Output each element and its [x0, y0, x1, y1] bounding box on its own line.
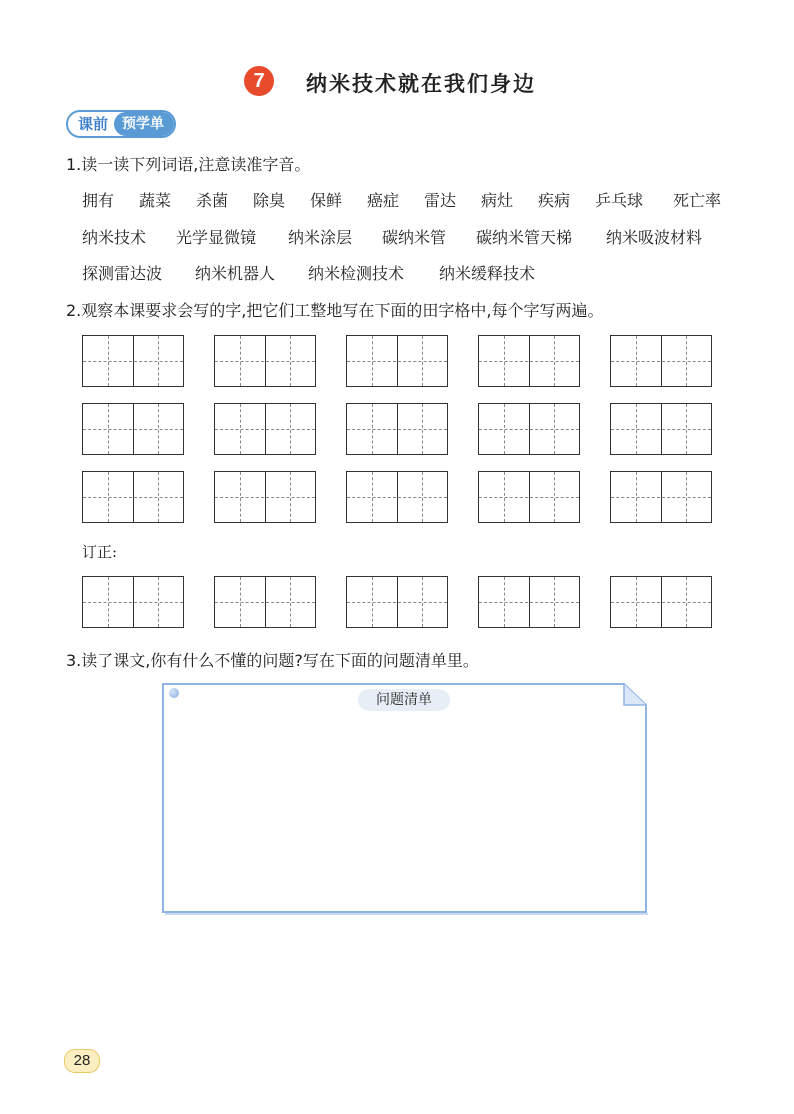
word: 纳米吸波材料	[606, 228, 703, 247]
writing-grid[interactable]	[478, 335, 580, 387]
correction-writing-grid[interactable]	[346, 576, 448, 628]
section-tag	[66, 110, 176, 138]
grid-line	[215, 497, 315, 498]
grid-line	[479, 602, 579, 603]
word: 纳米技术	[82, 228, 147, 247]
word: 纳米检测技术	[308, 264, 405, 283]
grid-line	[215, 429, 315, 430]
paper-outline	[162, 683, 650, 917]
word: 雷达	[424, 191, 457, 210]
page-title: 纳米技术就在我们身边	[306, 72, 536, 96]
word: 除臭	[253, 191, 286, 210]
writing-grid[interactable]	[346, 471, 448, 523]
page-number: 28	[64, 1049, 100, 1073]
writing-grid[interactable]	[82, 403, 184, 455]
section-tag-part2: 预学单	[114, 112, 174, 136]
correction-label: 订正:	[82, 543, 118, 561]
q2-prompt: 2.观察本课要求会写的字,把它们工整地写在下面的田字格中,每个字写两遍。	[66, 301, 604, 320]
lesson-number-badge: 7	[244, 66, 274, 96]
section-tag-part1: 课前	[78, 115, 109, 133]
grid-line	[347, 361, 447, 362]
writing-grid[interactable]	[82, 335, 184, 387]
word-row-1	[82, 188, 721, 211]
word: 疾病	[538, 191, 571, 210]
word: 纳米机器人	[195, 264, 276, 283]
word: 死亡率	[673, 191, 722, 210]
writing-grid[interactable]	[610, 403, 712, 455]
lesson-header	[0, 66, 794, 98]
grid-line	[479, 361, 579, 362]
grid-line	[347, 497, 447, 498]
pin-dot-icon	[169, 688, 179, 698]
q1-prompt: 1.读一读下列词语,注意读准字音。	[66, 155, 311, 174]
writing-grid[interactable]	[82, 471, 184, 523]
grid-line	[611, 602, 711, 603]
word: 探测雷达波	[82, 264, 163, 283]
grid-line	[611, 497, 711, 498]
writing-grid[interactable]	[610, 471, 712, 523]
correction-writing-grid[interactable]	[82, 576, 184, 628]
writing-grid[interactable]	[346, 335, 448, 387]
word: 碳纳米管	[382, 228, 447, 247]
word: 乒乓球	[595, 191, 644, 210]
grid-line	[83, 429, 183, 430]
word: 保鲜	[310, 191, 343, 210]
grid-line	[215, 602, 315, 603]
grid-line	[83, 497, 183, 498]
grid-line	[215, 361, 315, 362]
grid-line	[611, 429, 711, 430]
correction-writing-grid[interactable]	[478, 576, 580, 628]
grid-line	[479, 497, 579, 498]
word: 蔬菜	[139, 191, 172, 210]
word: 纳米缓释技术	[439, 264, 536, 283]
grid-line	[611, 361, 711, 362]
grid-line	[347, 429, 447, 430]
correction-writing-grid[interactable]	[610, 576, 712, 628]
writing-grid[interactable]	[478, 403, 580, 455]
writing-grid[interactable]	[478, 471, 580, 523]
correction-writing-grid[interactable]	[214, 576, 316, 628]
grid-line	[83, 361, 183, 362]
q3-prompt: 3.读了课文,你有什么不懂的问题?写在下面的问题清单里。	[66, 651, 479, 670]
grid-line	[479, 429, 579, 430]
word: 光学显微镜	[176, 228, 257, 247]
word: 杀菌	[196, 191, 229, 210]
writing-grid[interactable]	[610, 335, 712, 387]
word: 碳纳米管天梯	[476, 228, 573, 247]
word: 病灶	[481, 191, 514, 210]
word: 纳米涂层	[288, 228, 353, 247]
writing-grid[interactable]	[346, 403, 448, 455]
grid-line	[83, 602, 183, 603]
word-row-2	[82, 225, 702, 248]
writing-grid[interactable]	[214, 335, 316, 387]
writing-grid[interactable]	[214, 471, 316, 523]
question-list-label: 问题清单	[358, 689, 450, 711]
writing-grid[interactable]	[214, 403, 316, 455]
word-row-3	[82, 261, 535, 284]
grid-line	[347, 602, 447, 603]
word: 癌症	[367, 191, 400, 210]
question-list-paper[interactable]	[162, 683, 646, 913]
word: 拥有	[82, 191, 115, 210]
